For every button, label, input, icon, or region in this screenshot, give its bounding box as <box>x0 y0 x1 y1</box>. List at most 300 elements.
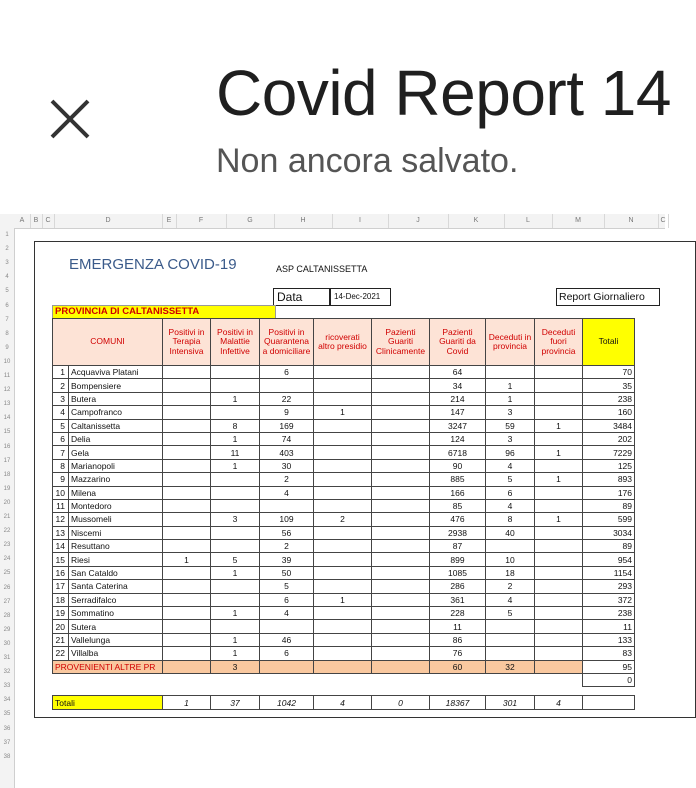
cell-deceduti-in[interactable]: 96 <box>486 446 535 459</box>
row-header-19[interactable]: 19 <box>3 485 11 492</box>
cell-deceduti-fuori[interactable] <box>535 620 583 633</box>
row-header-20[interactable]: 20 <box>3 499 11 506</box>
cell-guariti[interactable]: 11 <box>430 620 486 633</box>
cell-guariti[interactable]: 3247 <box>430 419 486 432</box>
cell-ricoverati[interactable] <box>314 419 372 432</box>
cell-totali[interactable]: 3034 <box>583 526 635 539</box>
row-number[interactable]: 11 <box>53 499 69 512</box>
cell-clinicamente[interactable] <box>372 459 430 472</box>
cell-deceduti-fuori[interactable] <box>535 607 583 620</box>
row-header-2[interactable]: 2 <box>5 246 9 253</box>
cell-ricoverati[interactable] <box>314 366 372 379</box>
cell-ricoverati[interactable] <box>314 459 372 472</box>
cell-deceduti-fuori[interactable] <box>535 432 583 445</box>
cell-totali[interactable]: 160 <box>583 406 635 419</box>
cell-deceduti-in[interactable]: 1 <box>486 379 535 392</box>
cell-totali[interactable]: 202 <box>583 432 635 445</box>
cell-terapia[interactable] <box>163 419 211 432</box>
cell-quarantena[interactable]: 5 <box>260 580 314 593</box>
cell-malattie[interactable]: 1 <box>211 392 260 405</box>
comune-name[interactable]: Resuttano <box>69 540 163 553</box>
row-number[interactable]: 15 <box>53 553 69 566</box>
cell-clinicamente[interactable] <box>372 607 430 620</box>
cell-clinicamente[interactable] <box>372 660 430 673</box>
row-header-23[interactable]: 23 <box>3 542 11 549</box>
cell-deceduti-in[interactable]: 32 <box>486 660 535 673</box>
cell-deceduti-fuori[interactable] <box>535 366 583 379</box>
row-number[interactable]: 9 <box>53 473 69 486</box>
cell-totali[interactable]: 176 <box>583 486 635 499</box>
row-header-27[interactable]: 27 <box>3 598 11 605</box>
row-header-34[interactable]: 34 <box>3 697 11 704</box>
cell-deceduti-in[interactable]: 10 <box>486 553 535 566</box>
cell-ricoverati[interactable] <box>314 392 372 405</box>
cell-terapia[interactable] <box>163 540 211 553</box>
cell-deceduti-in[interactable] <box>486 633 535 646</box>
cell-ricoverati[interactable] <box>314 566 372 579</box>
row-number[interactable]: 22 <box>53 647 69 660</box>
cell-quarantena[interactable]: 39 <box>260 553 314 566</box>
row-header-35[interactable]: 35 <box>3 711 11 718</box>
cell-clinicamente[interactable] <box>372 647 430 660</box>
comune-name[interactable]: Villalba <box>69 647 163 660</box>
cell-clinicamente[interactable] <box>372 473 430 486</box>
cell-ricoverati[interactable] <box>314 432 372 445</box>
comune-name[interactable]: Niscemi <box>69 526 163 539</box>
cell-deceduti-in[interactable] <box>486 620 535 633</box>
cell-quarantena[interactable]: 9 <box>260 406 314 419</box>
comune-name[interactable]: Montedoro <box>69 499 163 512</box>
cell-clinicamente[interactable] <box>372 526 430 539</box>
cell-quarantena[interactable]: 6 <box>260 593 314 606</box>
cell-guariti[interactable]: 166 <box>430 486 486 499</box>
cell-malattie[interactable]: 3 <box>211 660 260 673</box>
cell-quarantena[interactable]: 74 <box>260 432 314 445</box>
cell-deceduti-fuori[interactable] <box>535 459 583 472</box>
cell-quarantena[interactable]: 2 <box>260 540 314 553</box>
cell-guariti[interactable]: 34 <box>430 379 486 392</box>
cell-deceduti-fuori[interactable] <box>535 540 583 553</box>
comune-name[interactable]: Campofranco <box>69 406 163 419</box>
comune-name[interactable]: Sommatino <box>69 607 163 620</box>
cell-clinicamente[interactable] <box>372 486 430 499</box>
row-header-37[interactable]: 37 <box>3 739 11 746</box>
cell-clinicamente[interactable] <box>372 366 430 379</box>
cell-clinicamente[interactable] <box>372 406 430 419</box>
cell-terapia[interactable] <box>163 526 211 539</box>
row-header-4[interactable]: 4 <box>5 274 9 281</box>
cell-totali[interactable]: 125 <box>583 459 635 472</box>
row-number[interactable]: 17 <box>53 580 69 593</box>
total-totali[interactable] <box>583 696 635 709</box>
row-header-28[interactable]: 28 <box>3 612 11 619</box>
comune-name[interactable]: Marianopoli <box>69 459 163 472</box>
column-header-h[interactable]: H <box>274 214 333 228</box>
cell-terapia[interactable] <box>163 446 211 459</box>
row-header-26[interactable]: 26 <box>3 584 11 591</box>
cell-totali[interactable]: 83 <box>583 647 635 660</box>
cell-guariti[interactable]: 86 <box>430 633 486 646</box>
cell-guariti[interactable]: 85 <box>430 499 486 512</box>
row-header-13[interactable]: 13 <box>3 401 11 408</box>
cell-guariti[interactable]: 2938 <box>430 526 486 539</box>
cell-deceduti-fuori[interactable]: 1 <box>535 446 583 459</box>
row-number[interactable]: 3 <box>53 392 69 405</box>
cell-terapia[interactable] <box>163 647 211 660</box>
column-header-e[interactable]: E <box>162 214 177 228</box>
cell-totali[interactable]: 238 <box>583 607 635 620</box>
comune-name[interactable]: Vallelunga <box>69 633 163 646</box>
cell-malattie[interactable] <box>211 580 260 593</box>
cell-deceduti-fuori[interactable] <box>535 499 583 512</box>
cell-totali[interactable]: 89 <box>583 499 635 512</box>
cell-deceduti-fuori[interactable] <box>535 392 583 405</box>
cell-ricoverati[interactable]: 1 <box>314 593 372 606</box>
cell-quarantena[interactable]: 169 <box>260 419 314 432</box>
cell-ricoverati[interactable] <box>314 620 372 633</box>
cell-guariti[interactable]: 124 <box>430 432 486 445</box>
cell-quarantena[interactable]: 22 <box>260 392 314 405</box>
cell-deceduti-in[interactable]: 3 <box>486 432 535 445</box>
row-number[interactable]: 7 <box>53 446 69 459</box>
cell-quarantena[interactable]: 4 <box>260 607 314 620</box>
column-header-b[interactable]: B <box>30 214 43 228</box>
column-header-m[interactable]: M <box>552 214 605 228</box>
cell-deceduti-in[interactable]: 6 <box>486 486 535 499</box>
cell-terapia[interactable] <box>163 379 211 392</box>
cell-deceduti-fuori[interactable] <box>535 526 583 539</box>
column-header-d[interactable]: D <box>54 214 163 228</box>
cell-totali[interactable]: 293 <box>583 580 635 593</box>
spacer-cell[interactable] <box>53 687 635 696</box>
row-header-29[interactable]: 29 <box>3 626 11 633</box>
cell-ricoverati[interactable] <box>314 607 372 620</box>
row-header-22[interactable]: 22 <box>3 528 11 535</box>
comune-name[interactable]: Serradifalco <box>69 593 163 606</box>
column-header-l[interactable]: L <box>504 214 553 228</box>
cell-terapia[interactable] <box>163 580 211 593</box>
cell-malattie[interactable]: 1 <box>211 633 260 646</box>
cell-clinicamente[interactable] <box>372 540 430 553</box>
cell-quarantena[interactable]: 403 <box>260 446 314 459</box>
cell-clinicamente[interactable] <box>372 379 430 392</box>
cell-terapia[interactable] <box>163 513 211 526</box>
total-deceduti-fuori[interactable]: 4 <box>535 696 583 709</box>
row-number[interactable]: 18 <box>53 593 69 606</box>
cell-clinicamente[interactable] <box>372 580 430 593</box>
cell-quarantena[interactable]: 30 <box>260 459 314 472</box>
row-header-38[interactable]: 38 <box>3 753 11 760</box>
cell-terapia[interactable] <box>163 566 211 579</box>
cell-deceduti-fuori[interactable]: 1 <box>535 513 583 526</box>
row-header-3[interactable]: 3 <box>5 260 9 267</box>
cell-clinicamente[interactable] <box>372 446 430 459</box>
row-number[interactable]: 6 <box>53 432 69 445</box>
cell-deceduti-in[interactable]: 4 <box>486 499 535 512</box>
cell-guariti[interactable]: 87 <box>430 540 486 553</box>
cell-malattie[interactable] <box>211 540 260 553</box>
cell-clinicamente[interactable] <box>372 499 430 512</box>
cell-totali[interactable]: 1154 <box>583 566 635 579</box>
cell-guariti[interactable]: 228 <box>430 607 486 620</box>
cell-deceduti-fuori[interactable] <box>535 553 583 566</box>
cell-deceduti-in[interactable]: 8 <box>486 513 535 526</box>
cell-totali[interactable]: 133 <box>583 633 635 646</box>
cell-quarantena[interactable]: 50 <box>260 566 314 579</box>
cell-malattie[interactable]: 5 <box>211 553 260 566</box>
cell-guariti[interactable]: 361 <box>430 593 486 606</box>
provenienti-label[interactable]: PROVENIENTI ALTRE PR <box>53 660 163 673</box>
cell-ricoverati[interactable] <box>314 379 372 392</box>
total-malattie[interactable]: 37 <box>211 696 260 709</box>
comune-name[interactable]: Milena <box>69 486 163 499</box>
cell-terapia[interactable] <box>163 459 211 472</box>
cell-terapia[interactable] <box>163 486 211 499</box>
row-header-16[interactable]: 16 <box>3 443 11 450</box>
cell-ricoverati[interactable] <box>314 486 372 499</box>
row-number[interactable]: 10 <box>53 486 69 499</box>
empty-cell[interactable] <box>53 673 583 686</box>
cell-totali[interactable]: 35 <box>583 379 635 392</box>
cell-quarantena[interactable] <box>260 499 314 512</box>
cell-totali[interactable]: 7229 <box>583 446 635 459</box>
cell-guariti[interactable]: 76 <box>430 647 486 660</box>
row-number[interactable]: 14 <box>53 540 69 553</box>
cell-terapia[interactable] <box>163 620 211 633</box>
total-quarantena[interactable]: 1042 <box>260 696 314 709</box>
cell-guariti[interactable]: 60 <box>430 660 486 673</box>
column-header-i[interactable]: I <box>332 214 389 228</box>
cell-malattie[interactable]: 1 <box>211 459 260 472</box>
cell-malattie[interactable]: 8 <box>211 419 260 432</box>
cell-malattie[interactable]: 1 <box>211 566 260 579</box>
column-header-k[interactable]: K <box>448 214 505 228</box>
cell-ricoverati[interactable] <box>314 553 372 566</box>
column-header-c[interactable]: C <box>42 214 55 228</box>
cell-terapia[interactable] <box>163 473 211 486</box>
row-header-21[interactable]: 21 <box>3 514 11 520</box>
comune-name[interactable]: Caltanissetta <box>69 419 163 432</box>
cell-deceduti-in[interactable] <box>486 647 535 660</box>
cell-deceduti-fuori[interactable] <box>535 566 583 579</box>
cell-totali[interactable]: 11 <box>583 620 635 633</box>
total-terapia[interactable]: 1 <box>163 696 211 709</box>
totals-label[interactable]: Totali <box>53 696 163 709</box>
cell-quarantena[interactable]: 4 <box>260 486 314 499</box>
cell-totali[interactable]: 599 <box>583 513 635 526</box>
comune-name[interactable]: Mazzarino <box>69 473 163 486</box>
cell-guariti[interactable]: 899 <box>430 553 486 566</box>
cell-deceduti-fuori[interactable] <box>535 660 583 673</box>
cell-totali[interactable]: 372 <box>583 593 635 606</box>
cell-deceduti-in[interactable]: 2 <box>486 580 535 593</box>
cell-terapia[interactable] <box>163 607 211 620</box>
cell-quarantena[interactable]: 2 <box>260 473 314 486</box>
cell-guariti[interactable]: 64 <box>430 366 486 379</box>
cell-ricoverati[interactable] <box>314 473 372 486</box>
cell-malattie[interactable] <box>211 379 260 392</box>
cell-deceduti-in[interactable]: 4 <box>486 459 535 472</box>
cell-ricoverati[interactable]: 2 <box>314 513 372 526</box>
cell-malattie[interactable]: 1 <box>211 647 260 660</box>
cell-malattie[interactable]: 1 <box>211 607 260 620</box>
cell-clinicamente[interactable] <box>372 513 430 526</box>
cell-terapia[interactable] <box>163 366 211 379</box>
row-header-32[interactable]: 32 <box>3 669 11 676</box>
row-number[interactable]: 20 <box>53 620 69 633</box>
cell-clinicamente[interactable] <box>372 620 430 633</box>
cell-guariti[interactable]: 214 <box>430 392 486 405</box>
cell-deceduti-in[interactable]: 18 <box>486 566 535 579</box>
cell-totali[interactable]: 3484 <box>583 419 635 432</box>
cell-deceduti-fuori[interactable] <box>535 580 583 593</box>
comune-name[interactable]: Mussomeli <box>69 513 163 526</box>
row-header-12[interactable]: 12 <box>3 387 11 394</box>
row-number[interactable]: 8 <box>53 459 69 472</box>
cell-quarantena[interactable]: 46 <box>260 633 314 646</box>
cell-quarantena[interactable]: 56 <box>260 526 314 539</box>
row-number[interactable]: 5 <box>53 419 69 432</box>
comune-name[interactable]: Santa Caterina <box>69 580 163 593</box>
cell-deceduti-in[interactable]: 1 <box>486 392 535 405</box>
row-header-25[interactable]: 25 <box>3 570 11 577</box>
cell-deceduti-fuori[interactable] <box>535 486 583 499</box>
cell-guariti[interactable]: 476 <box>430 513 486 526</box>
row-number[interactable]: 4 <box>53 406 69 419</box>
total-ricoverati[interactable]: 4 <box>314 696 372 709</box>
cell-malattie[interactable]: 3 <box>211 513 260 526</box>
row-header-15[interactable]: 15 <box>3 429 11 436</box>
column-header-j[interactable]: J <box>388 214 449 228</box>
cell-clinicamente[interactable] <box>372 432 430 445</box>
cell-deceduti-fuori[interactable] <box>535 647 583 660</box>
cell-ricoverati[interactable] <box>314 540 372 553</box>
row-header-11[interactable]: 11 <box>3 373 11 379</box>
comune-name[interactable]: Butera <box>69 392 163 405</box>
cell-deceduti-fuori[interactable]: 1 <box>535 473 583 486</box>
row-number[interactable]: 21 <box>53 633 69 646</box>
cell-deceduti-in[interactable]: 5 <box>486 473 535 486</box>
row-number[interactable]: 16 <box>53 566 69 579</box>
cell-terapia[interactable] <box>163 392 211 405</box>
cell-deceduti-in[interactable]: 3 <box>486 406 535 419</box>
cell-deceduti-in[interactable]: 5 <box>486 607 535 620</box>
data-value[interactable]: 14-Dec-2021 <box>330 288 391 306</box>
cell-clinicamente[interactable] <box>372 633 430 646</box>
row-header-31[interactable]: 31 <box>3 655 11 661</box>
cell-deceduti-in[interactable] <box>486 540 535 553</box>
row-header-14[interactable]: 14 <box>3 415 11 422</box>
cell-malattie[interactable] <box>211 473 260 486</box>
row-header-7[interactable]: 7 <box>5 316 9 323</box>
cell-quarantena[interactable]: 6 <box>260 647 314 660</box>
row-header-10[interactable]: 10 <box>3 358 11 365</box>
cell-guariti[interactable]: 885 <box>430 473 486 486</box>
cell-guariti[interactable]: 1085 <box>430 566 486 579</box>
row-header-9[interactable]: 9 <box>5 344 9 351</box>
row-number[interactable]: 19 <box>53 607 69 620</box>
cell-totali[interactable]: 70 <box>583 366 635 379</box>
cell-deceduti-fuori[interactable] <box>535 633 583 646</box>
comune-name[interactable]: San Cataldo <box>69 566 163 579</box>
cell-malattie[interactable] <box>211 593 260 606</box>
comune-name[interactable]: Sutera <box>69 620 163 633</box>
row-header-17[interactable]: 17 <box>3 457 11 464</box>
row-number[interactable]: 2 <box>53 379 69 392</box>
cell-terapia[interactable] <box>163 499 211 512</box>
comune-name[interactable]: Bompensiere <box>69 379 163 392</box>
cell-guariti[interactable]: 286 <box>430 580 486 593</box>
cell-totali[interactable]: 95 <box>583 660 635 673</box>
row-number[interactable]: 1 <box>53 366 69 379</box>
cell-deceduti-fuori[interactable] <box>535 406 583 419</box>
column-header-c[interactable]: C <box>658 214 669 228</box>
cell-terapia[interactable] <box>163 633 211 646</box>
column-header-n[interactable]: N <box>604 214 659 228</box>
row-header-24[interactable]: 24 <box>3 556 11 563</box>
row-header-33[interactable]: 33 <box>3 683 11 690</box>
row-header-36[interactable]: 36 <box>3 725 11 732</box>
cell-terapia[interactable] <box>163 432 211 445</box>
cell-ricoverati[interactable] <box>314 526 372 539</box>
total-clinicamente[interactable]: 0 <box>372 696 430 709</box>
cell-ricoverati[interactable]: 1 <box>314 406 372 419</box>
cell-malattie[interactable] <box>211 499 260 512</box>
cell-totali[interactable]: 893 <box>583 473 635 486</box>
cell-deceduti-in[interactable]: 40 <box>486 526 535 539</box>
cell-terapia[interactable] <box>163 660 211 673</box>
comune-name[interactable]: Delia <box>69 432 163 445</box>
cell-clinicamente[interactable] <box>372 566 430 579</box>
row-header-1[interactable]: 1 <box>5 232 9 238</box>
cell-totali[interactable]: 89 <box>583 540 635 553</box>
cell-ricoverati[interactable] <box>314 633 372 646</box>
cell-deceduti-in[interactable]: 4 <box>486 593 535 606</box>
cell-ricoverati[interactable] <box>314 499 372 512</box>
close-icon[interactable] <box>46 95 94 143</box>
cell-guariti[interactable]: 90 <box>430 459 486 472</box>
cell-quarantena[interactable]: 6 <box>260 366 314 379</box>
cell-clinicamente[interactable] <box>372 593 430 606</box>
cell-malattie[interactable] <box>211 620 260 633</box>
row-header-5[interactable]: 5 <box>5 288 9 295</box>
total-deceduti-in[interactable]: 301 <box>486 696 535 709</box>
cell-quarantena[interactable] <box>260 379 314 392</box>
cell-malattie[interactable]: 1 <box>211 432 260 445</box>
cell-deceduti-in[interactable] <box>486 366 535 379</box>
row-number[interactable]: 13 <box>53 526 69 539</box>
total-guariti[interactable]: 18367 <box>430 696 486 709</box>
cell-clinicamente[interactable] <box>372 392 430 405</box>
cell-guariti[interactable]: 6718 <box>430 446 486 459</box>
cell-malattie[interactable] <box>211 526 260 539</box>
cell-malattie[interactable] <box>211 366 260 379</box>
comune-name[interactable]: Acquaviva Platani <box>69 366 163 379</box>
cell-totali[interactable]: 954 <box>583 553 635 566</box>
cell-totali[interactable]: 238 <box>583 392 635 405</box>
cell-clinicamente[interactable] <box>372 419 430 432</box>
cell-deceduti-in[interactable]: 59 <box>486 419 535 432</box>
comune-name[interactable]: Riesi <box>69 553 163 566</box>
row-header-8[interactable]: 8 <box>5 330 9 337</box>
cell-ricoverati[interactable] <box>314 660 372 673</box>
column-header-f[interactable]: F <box>176 214 227 228</box>
cell-clinicamente[interactable] <box>372 553 430 566</box>
cell-guariti[interactable]: 147 <box>430 406 486 419</box>
cell-malattie[interactable] <box>211 486 260 499</box>
cell-deceduti-fuori[interactable]: 1 <box>535 419 583 432</box>
cell-quarantena[interactable] <box>260 660 314 673</box>
